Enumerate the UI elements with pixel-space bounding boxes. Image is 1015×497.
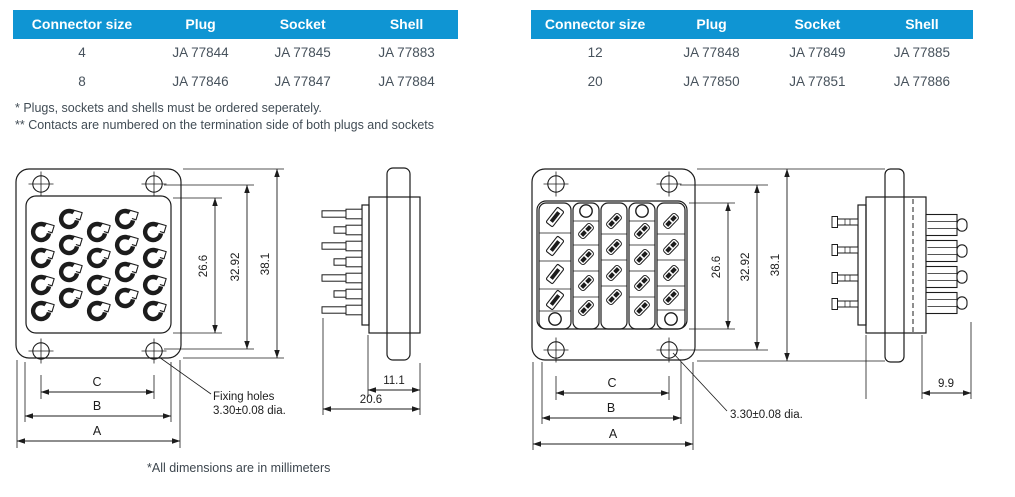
note-order-separately: * Plugs, sockets and shells must be ordered seperately. [15,101,322,115]
cell-size: 20 [587,73,603,89]
cell-size: 8 [78,73,86,89]
dim-label-c: C [92,375,102,389]
col-header-connector-size: Connector size [544,16,646,32]
cell-socket-pn: JA 77849 [789,45,846,60]
dim-label-b: B [606,401,616,415]
plug-height-dimensions [680,169,885,361]
col-header-shell: Shell [389,16,424,32]
table-row [531,39,973,68]
cell-shell-pn: JA 77883 [378,45,435,60]
ordering-notes [15,100,434,134]
cell-shell-pn: JA 77886 [893,73,951,89]
cell-socket-pn: JA 77847 [274,73,331,89]
cell-shell-pn: JA 77884 [378,73,435,89]
table-row [13,68,458,97]
socket-side-view [322,168,420,360]
dimensions-footnote: *All dimensions are in millimeters [147,461,331,475]
cell-plug-pn: JA 77848 [683,45,740,60]
dim-label-26-6: 26.6 [198,254,210,278]
table-header-row [13,10,458,39]
col-header-connector-size: Connector size [31,16,133,32]
dim-label-32-92: 32.92 [230,252,242,282]
dim-label-38-1: 38.1 [770,253,782,277]
dim-label-9-9: 9.9 [938,378,954,390]
dim-label-a: A [608,427,618,441]
plug-side-view [832,169,967,362]
cell-socket-pn: JA 77851 [789,73,846,89]
technical-drawings [0,150,1015,497]
col-header-plug: Plug [185,16,216,32]
cell-plug-pn: JA 77844 [172,45,229,60]
note-contact-numbering: ** Contacts are numbered on the termination side of both plugs and sockets [15,118,435,132]
fixing-hole-dia-label: 3.30±0.08 dia. [730,409,803,421]
plug-width-dimensions [533,362,693,450]
socket-width-dimensions [17,360,180,448]
table-row [531,68,973,97]
dim-label-11-1: 11.1 [383,375,405,387]
dim-label-32-92: 32.92 [740,252,752,282]
dim-label-38-1: 38.1 [260,252,272,276]
dim-label-b: B [92,399,102,413]
col-header-shell: Shell [905,16,939,32]
socket-height-dimensions [164,169,284,358]
fixing-holes-callout [159,357,286,417]
table-row [13,39,458,68]
table-header-row [531,10,973,39]
col-header-socket: Socket [279,16,326,32]
cell-socket-pn: JA 77845 [274,45,331,60]
plug-front-view [532,169,695,363]
dim-label-20-6: 20.6 [359,394,383,406]
cell-plug-pn: JA 77850 [683,73,740,89]
col-header-socket: Socket [794,16,841,32]
ordering-table-left [13,10,458,96]
dim-label-a: A [92,424,102,438]
ordering-table-right [531,10,973,96]
cell-size: 12 [587,45,603,60]
cell-size: 4 [78,45,86,60]
fixing-holes-label: Fixing holes [213,391,275,403]
cell-plug-pn: JA 77846 [172,73,229,89]
dim-label-c: C [607,376,617,390]
dim-label-26-6: 26.6 [711,255,723,279]
fixing-hole-callout [673,353,803,421]
cell-shell-pn: JA 77885 [893,45,951,60]
fixing-holes-dia-label: 3.30±0.08 dia. [213,405,286,417]
socket-front-view [16,169,181,364]
col-header-plug: Plug [696,16,727,32]
